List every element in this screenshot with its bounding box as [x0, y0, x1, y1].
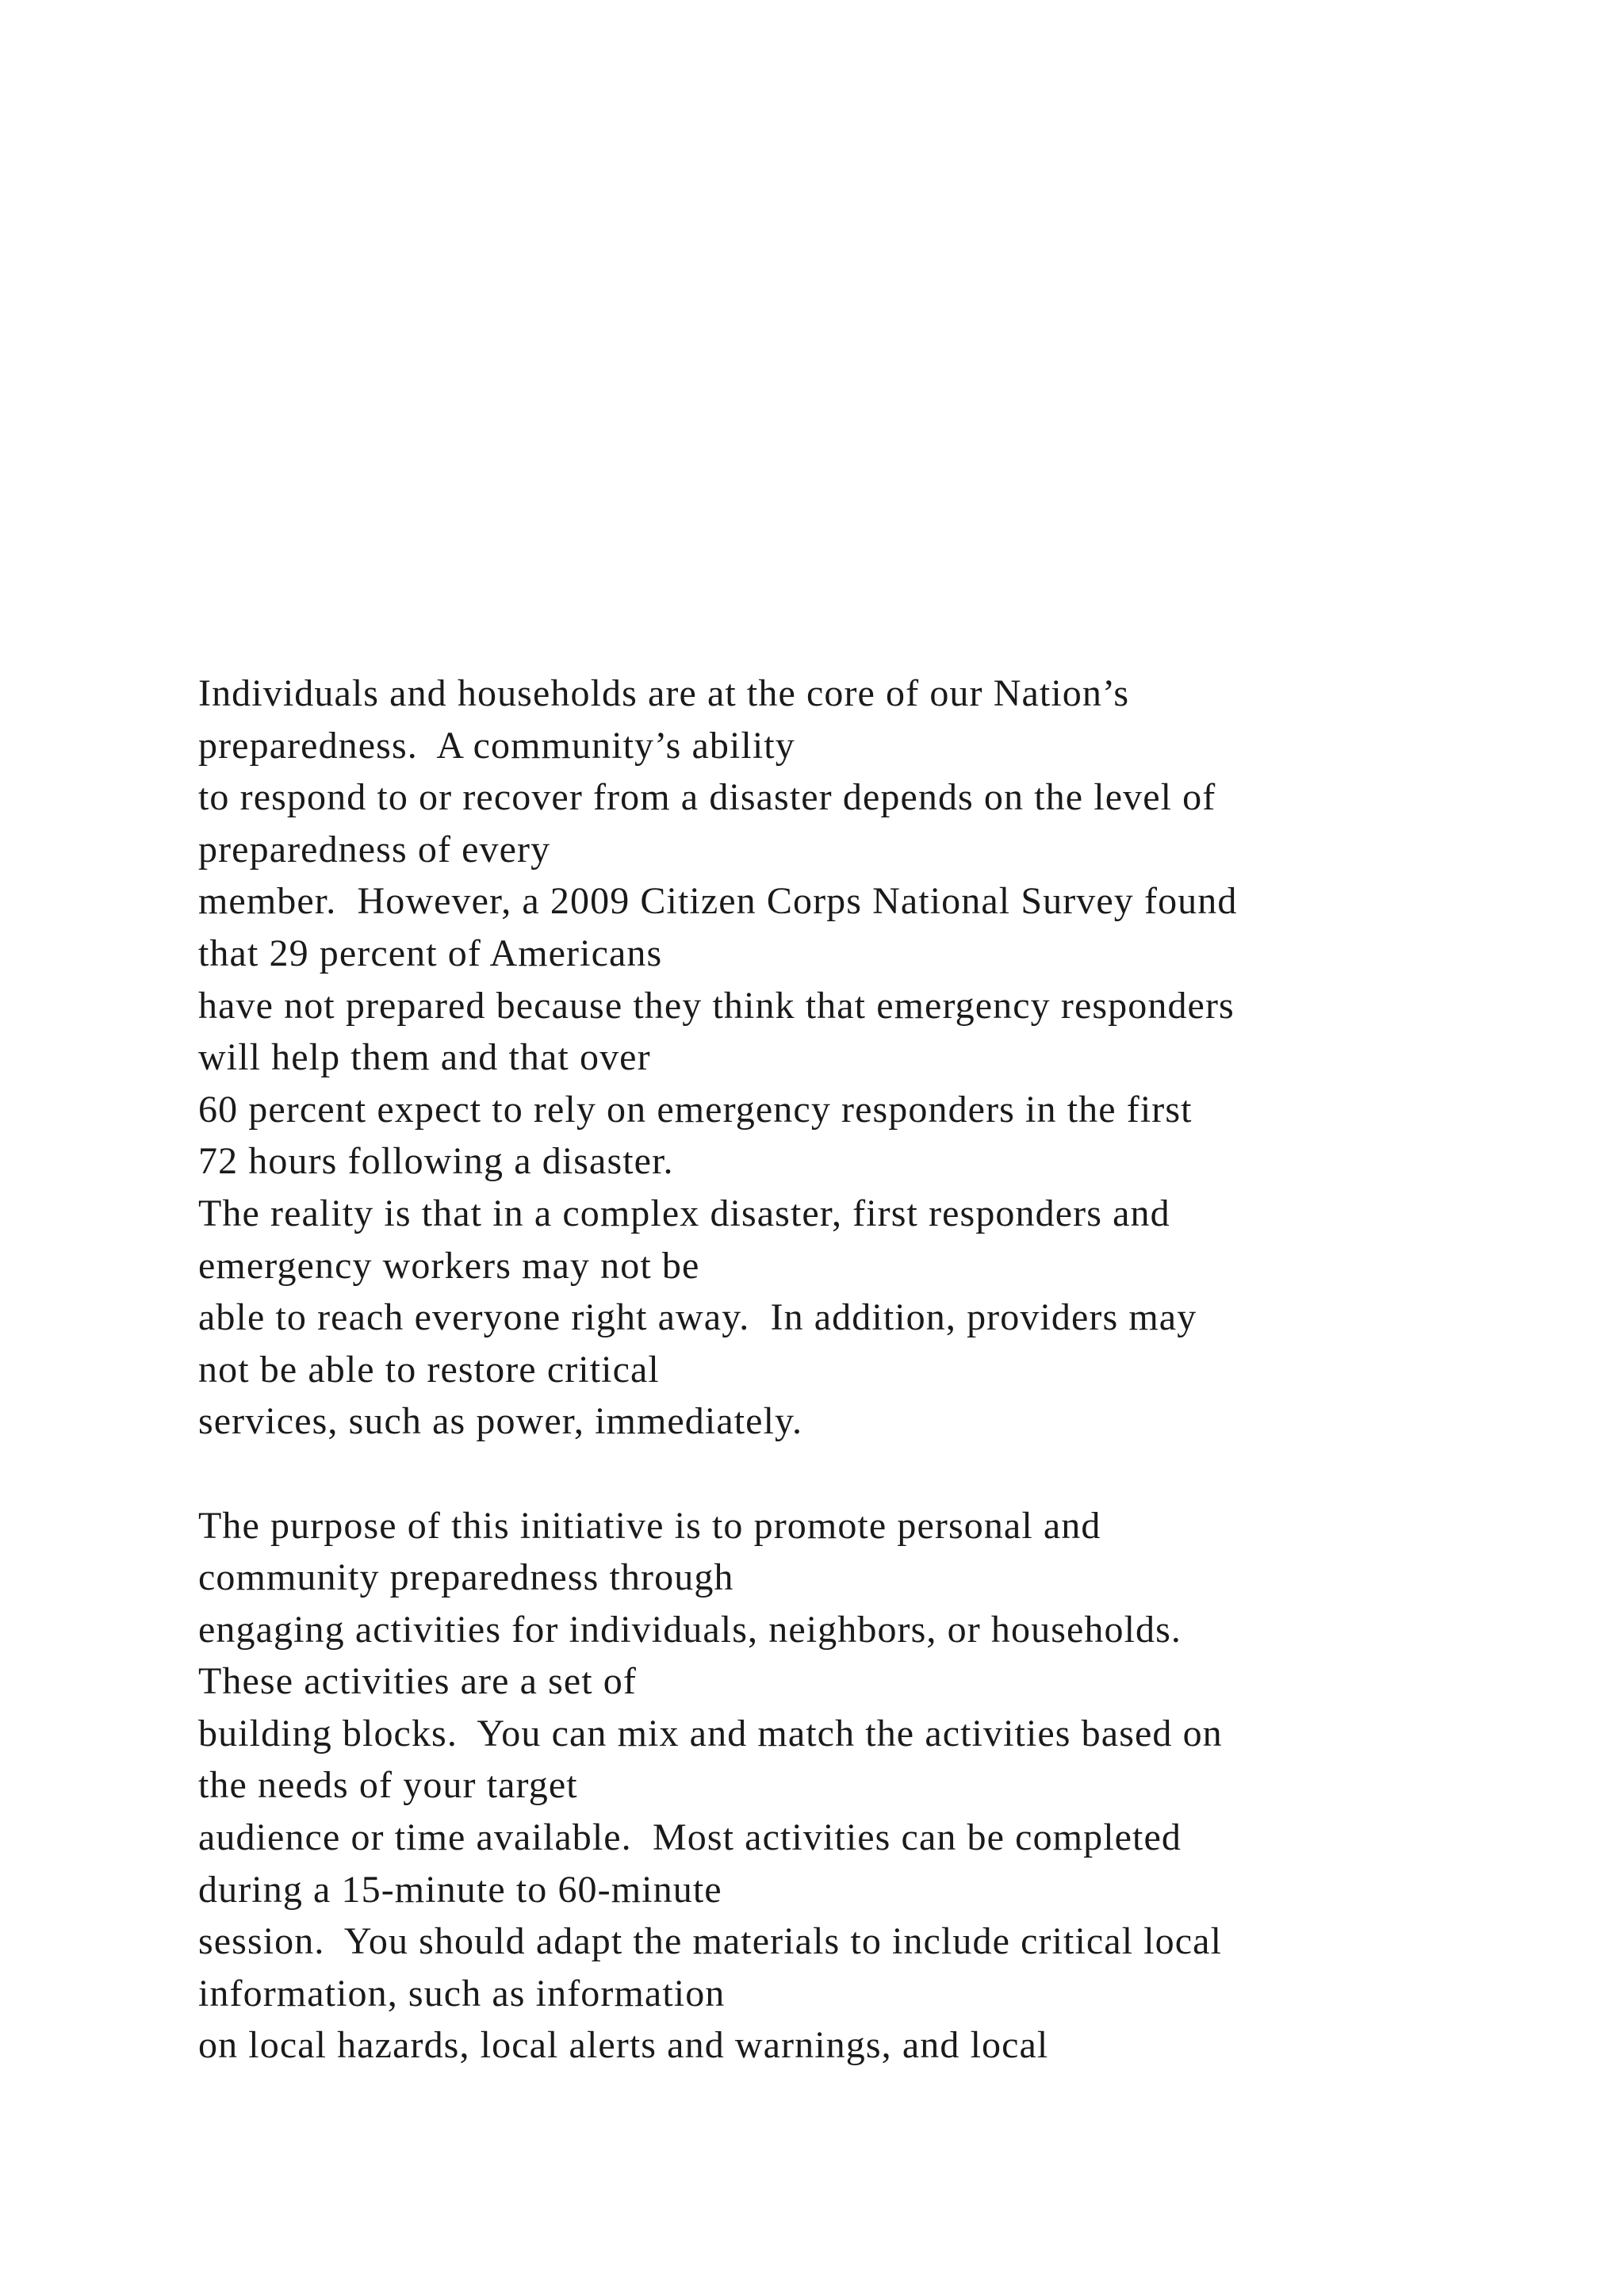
text-line: The purpose of this initiative is to promote personal and — [198, 1504, 1101, 1547]
text-line: building blocks. You can mix and match the activities based on — [198, 1712, 1223, 1755]
text-line: during a 15-minute to 60-minute — [198, 1868, 722, 1911]
text-line: the needs of your target — [198, 1764, 578, 1807]
text-line: able to reach everyone right away. In addition, providers may — [198, 1296, 1197, 1339]
text-line: preparedness of every — [198, 828, 551, 871]
text-line: preparedness. A community’s ability — [198, 724, 795, 767]
text-line: have not prepared because they think that emergency responders — [198, 984, 1235, 1027]
text-line: will help them and that over — [198, 1036, 651, 1079]
text-line: audience or time available. Most activities can be completed — [198, 1816, 1182, 1859]
text-line: The reality is that in a complex disaster, first responders and — [198, 1192, 1170, 1234]
text-line: to respond to or recover from a disaster depends on the level of — [198, 776, 1216, 819]
text-line: These activities are a set of — [198, 1660, 637, 1703]
text-line: not be able to restore critical — [198, 1348, 660, 1391]
text-line: 72 hours following a disaster. — [198, 1140, 674, 1183]
text-line: Individuals and households are at the core of our Nation’s — [198, 672, 1130, 714]
text-line: information, such as information — [198, 1972, 726, 2015]
text-line: services, such as power, immediately. — [198, 1400, 803, 1443]
text-line: session. You should adapt the materials to include critical local — [198, 1920, 1223, 1963]
blank-line — [198, 1448, 1594, 1500]
text-line: on local hazards, local alerts and warnings, and local — [198, 2024, 1049, 2067]
text-line: that 29 percent of Americans — [198, 932, 663, 974]
text-line: emergency workers may not be — [198, 1244, 700, 1287]
text-line: member. However, a 2009 Citizen Corps National Survey found — [198, 880, 1238, 923]
body-text — [198, 668, 1594, 2072]
text-line: engaging activities for individuals, neighbors, or households. — [198, 1608, 1182, 1651]
text-line: 60 percent expect to rely on emergency responders in the first — [198, 1088, 1193, 1131]
text-line: community preparedness through — [198, 1556, 734, 1599]
